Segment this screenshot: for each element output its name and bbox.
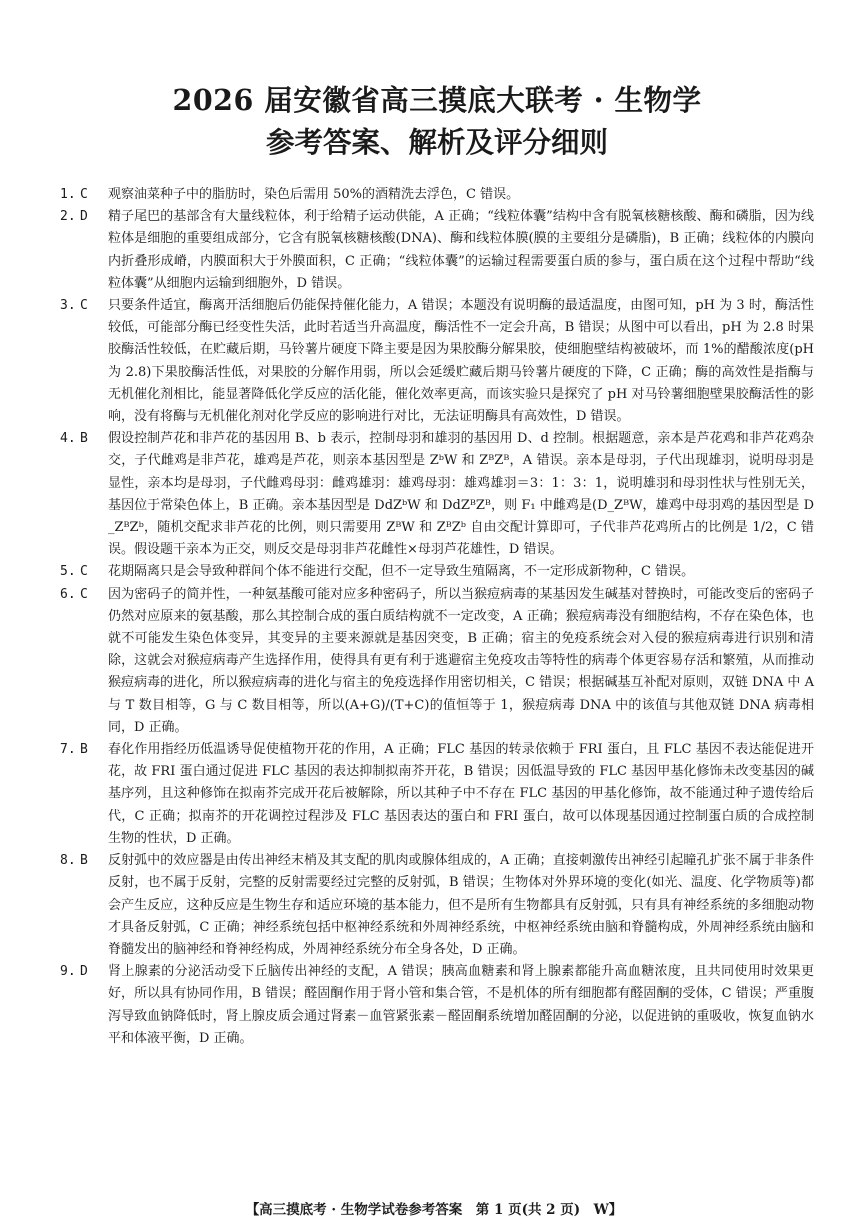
item-answer: B: [80, 853, 88, 869]
item-answer: D: [80, 964, 88, 980]
answer-item: [60, 561, 814, 583]
page-footer: 【高三摸底考 · 生物学试卷参考答案 第 1 页(共 2 页) W】: [245, 1202, 623, 1218]
item-answer: C: [80, 298, 88, 314]
item-number: 9.: [60, 964, 76, 980]
item-answer: C: [80, 187, 88, 202]
item-number: 7.: [60, 742, 76, 758]
item-answer: C: [80, 564, 88, 580]
item-number: 6.: [60, 586, 76, 602]
answer-item: [60, 428, 814, 561]
page-subtitle: 参考答案、解析及评分细则: [265, 125, 608, 159]
answer-item: [60, 184, 814, 206]
answer-list: [60, 184, 814, 1050]
item-answer: B: [80, 431, 88, 447]
item-number: 3.: [60, 298, 76, 314]
answer-item: [60, 739, 814, 850]
item-number: 5.: [60, 564, 76, 580]
item-answer: B: [80, 742, 88, 758]
item-explanation: 花期隔离只是会导致种群间个体不能进行交配，但不一定导致生殖隔离，不一定形成新物种，C 错误。: [108, 564, 695, 580]
item-explanation: 因为密码子的简并性，一种氨基酸可能对应多种密码子，所以当猴痘病毒的某基因发生碱基对替换时，可能改变后的密码子仍然对应原来的氨基酸，那么其控制合成的蛋白质结构就不一定改变，A 正确；猴痘病毒没有细胞结构，不存在染色体，也就不可能发生染色体变异，其变异的主要来源就是基因突变，B 正确；宿主的免疫系统会对入侵的猴痘病毒进行识别和清除，这就会对猴痘病毒产生选择作用，使得具有更有利于逃避宿主免疫攻击等特性的病毒个体更容易存活和繁殖，从而推动猴痘病毒的进化，所以猴痘病毒的进化与宿主的免疫选择作用密切相关，C 错误；根据碱基互补配对原则，双链 DNA 中 A 与 T 数目相等，G 与 C 数目相等，所以(A+G)/(T+C)的值恒等于 1，猴痘病毒 DNA 中的该值与其他双链 DNA 病毒相同，D 正确。: [108, 586, 814, 735]
item-number: 1.: [60, 187, 76, 202]
item-explanation: 观察油菜种子中的脂肪时，染色后需用 50%的酒精洗去浮色，C 错误。: [108, 187, 520, 202]
answer-item: [60, 961, 814, 1050]
item-number: 2.: [60, 209, 76, 225]
item-explanation: 精子尾巴的基部含有大量线粒体，利于给精子运动供能，A 正确；“线粒体囊”结构中含有脱氧核糖核酸、酶和磷脂，因为线粒体是细胞的重要组成部分，它含有脱氧核糖核酸(DNA)、酶和线粒体膜(膜的主要组分是磷脂)，B 正确；线粒体的内膜向内折叠形成嵴，内膜面积大于外膜面积，C 正确；“线粒体囊”的运输过程需要蛋白质的参与，蛋白质在这个过程中帮助“线粒体囊”从细胞内运输到细胞外，D 错误。: [108, 209, 814, 291]
page-title: 2026 届安徽省高三摸底大联考 · 生物学: [172, 83, 702, 117]
item-answer: D: [80, 209, 88, 225]
item-explanation: 春化作用指经历低温诱导促使植物开花的作用，A 正确；FLC 基因的转录依赖于 FRI 蛋白，且 FLC 基因不表达能促进开花，故 FRI 蛋白通过促进 FLC 基因的表达抑制拟南芥开花，B 错误；因低温导致的 FLC 基因甲基化修饰未改变基因的碱基序列，且这种修饰在拟南芥完成开花后被解除，所以其种子中不存在 FLC 基因的甲基化修饰，故不能通过种子遗传给后代，C 正确；拟南芥的开花调控过程涉及 FLC 基因表达的蛋白和 FRI 蛋白，故可以体现基因通过控制蛋白质的合成控制生物的性状，D 正确。: [108, 742, 814, 846]
item-explanation: 只要条件适宜，酶离开活细胞后仍能保持催化能力，A 错误；本题没有说明酶的最适温度，由图可知，pH 为 3 时，酶活性较低，可能部分酶已经变性失活，此时若适当升高温度，酶活性不一定会升高，B 错误；从图中可以看出，pH 为 2.8 时果胶酶活性较低，在贮藏后期，马铃薯片硬度下降主要是因为果胶酶分解果胶，使细胞壁结构被破坏，而 1%的醋酸浓度(pH 为 2.8)下果胶酶活性低，对果胶的分解作用弱，所以会延缓贮藏后期马铃薯片硬度的下降，C 正确；酶的高效性是指酶与无机催化剂相比，能显著降低化学反应的活化能，催化效率更高，而该实验只是探究了 pH 对马铃薯细胞壁果胶酶活性的影响，没有将酶与无机催化剂对化学反应的影响进行对比，无法证明酶具有高效性，D 错误。: [108, 298, 814, 425]
item-explanation: 肾上腺素的分泌活动受下丘脑传出神经的支配，A 错误；胰高血糖素和肾上腺素都能升高血糖浓度，且共同使用时效果更好，所以具有协同作用，B 错误；醛固酮作用于肾小管和集合管，不是机体的所有细胞都有醛固酮的受体，C 错误；严重腹泻导致血钠降低时，肾上腺皮质会通过肾素－血管紧张素－醛固酮系统增加醛固酮的分泌，以促进钠的重吸收，恢复血钠水平和体液平衡，D 正确。: [108, 964, 814, 1046]
item-number: 8.: [60, 853, 76, 869]
answer-item: [60, 584, 814, 739]
item-answer: C: [80, 586, 88, 602]
answer-item: [60, 295, 814, 428]
item-explanation: 反射弧中的效应器是由传出神经末梢及其支配的肌肉或腺体组成的，A 正确；直接刺激传出神经引起瞳孔扩张不属于非条件反射，也不属于反射，完整的反射需要经过完整的反射弧，B 错误；生物体对外界环境的变化(如光、温度、化学物质等)都会产生反应，这种反应是生物生存和适应环境的基本能力，但不是所有生物都具有反射弧，只有具有神经系统的多细胞动物才具备反射弧，C 正确；神经系统包括中枢神经系统和外周神经系统，中枢神经系统由脑和脊髓构成，外周神经系统由脑和脊髓发出的脑神经和脊神经构成，外周神经系统分布全身各处，D 正确。: [108, 853, 814, 957]
item-number: 4.: [60, 431, 76, 447]
item-explanation: 假设控制芦花和非芦花的基因用 B、b 表示，控制母羽和雄羽的基因用 D、d 控制。根据题意，亲本是芦花鸡和非芦花鸡杂交，子代雌鸡是非芦花，雄鸡是芦花，则亲本基因型是 ZᵇW 和 ZᴮZᴮ，A 错误。亲本是母羽，子代出现雄羽，说明母羽是显性，亲本均是母羽，子代雌鸡母羽：雌鸡雄羽：雄鸡母羽：雄鸡雄羽＝3：1：3：1，说明雄羽和母羽性状与性别无关，基因位于常染色体上，B 正确。亲本基因型是 DdZᵇW 和 DdZᴮZᴮ，则 F₁ 中雌鸡是(D_ZᴮW，雄鸡中母羽鸡的基因型是 D_ZᴮZᵇ，随机交配求非芦花的比例，则只需要用 ZᴮW 和 ZᴮZᵇ 自由交配计算即可，子代非芦花鸡所占的比例是 1/2，C 错误。假设题干亲本为正交，则反交是母羽非芦花雌性×母羽芦花雄性，D 错误。: [108, 431, 814, 558]
answer-item: [60, 206, 814, 295]
answer-item: [60, 850, 814, 961]
